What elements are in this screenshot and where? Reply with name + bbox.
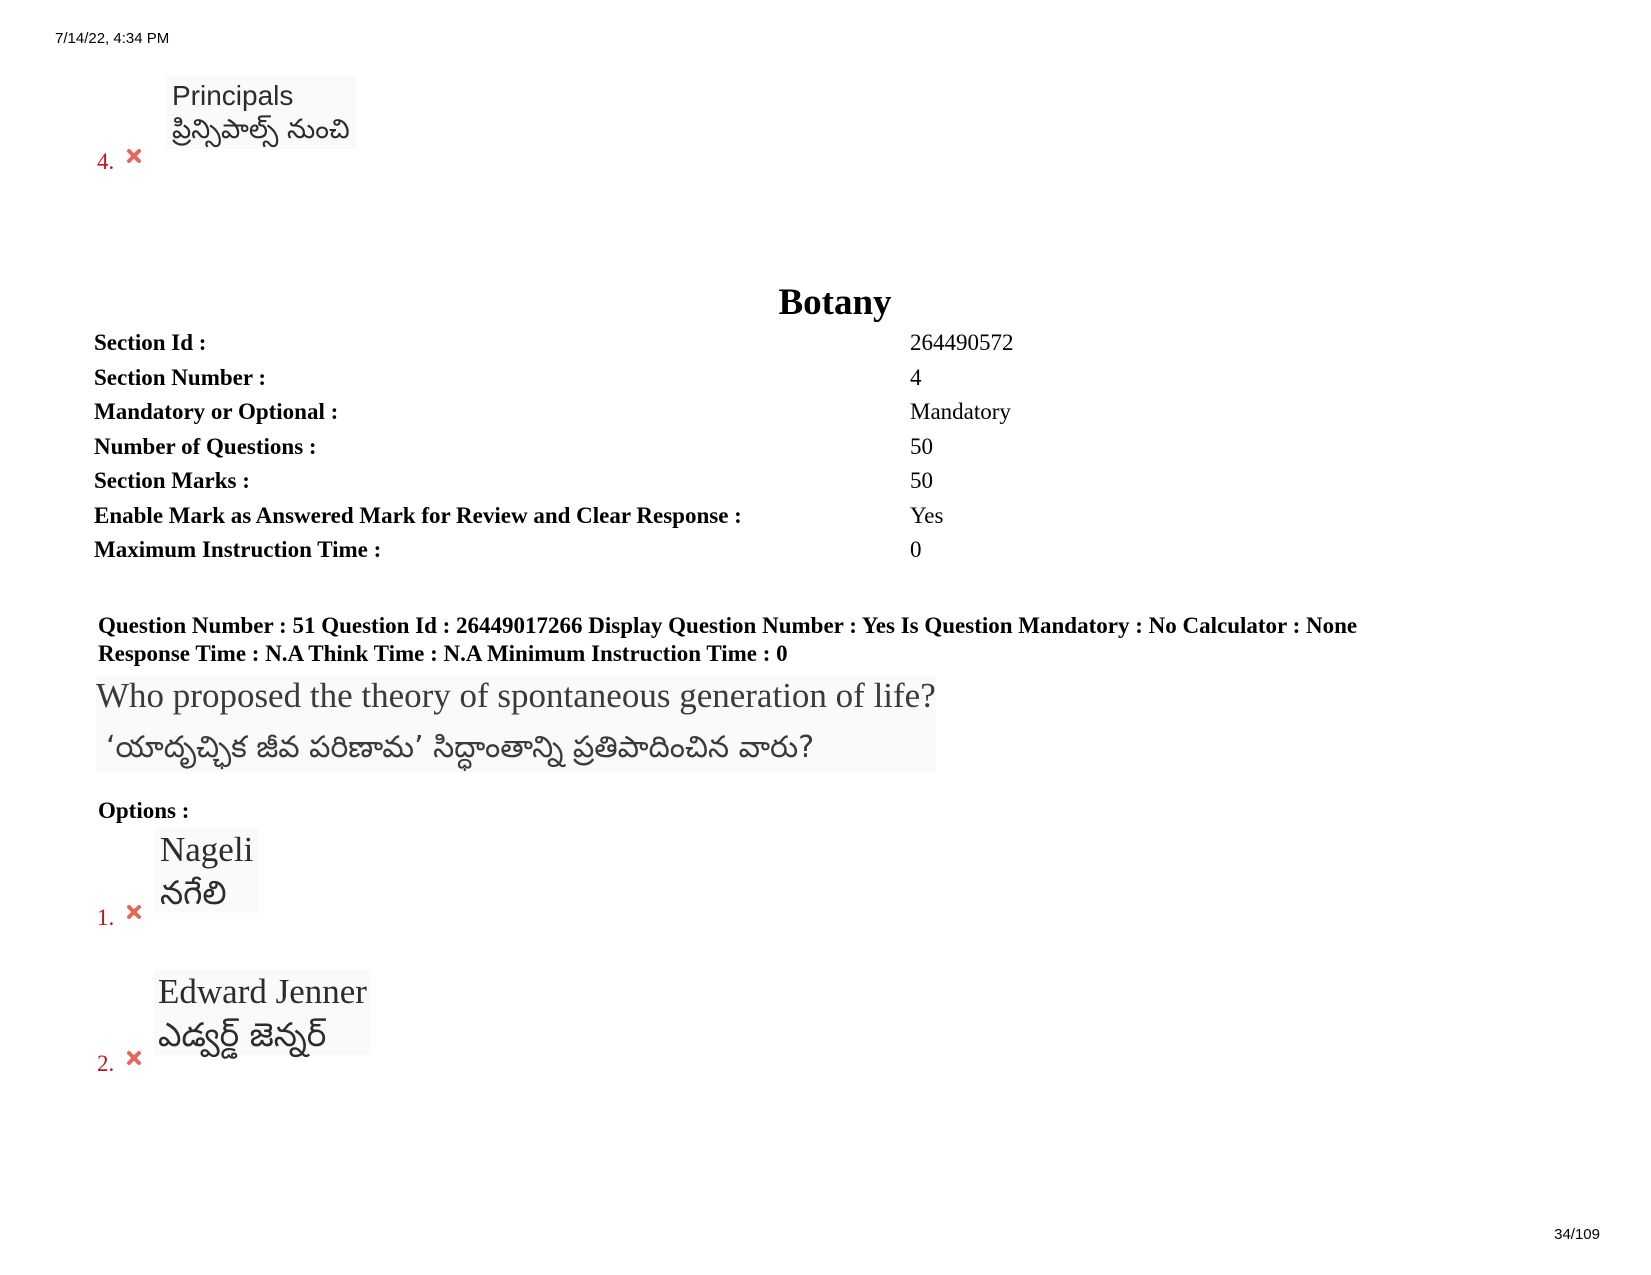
question-meta bbox=[98, 612, 1598, 668]
option-text-en: Principals bbox=[172, 80, 294, 111]
section-title: Botany bbox=[778, 282, 892, 323]
page-number: 34/109 bbox=[1554, 1226, 1600, 1243]
section-detail-value: 0 bbox=[910, 537, 922, 562]
cross-icon bbox=[126, 904, 142, 920]
section-detail-label: Section Marks : bbox=[94, 468, 250, 493]
section-detail-value: 4 bbox=[910, 364, 922, 390]
section-detail-row bbox=[94, 399, 1014, 434]
section-detail-label: Maximum Instruction Time : bbox=[94, 537, 382, 562]
print-timestamp: 7/14/22, 4:34 PM bbox=[55, 30, 170, 47]
section-detail-row bbox=[94, 537, 1014, 572]
section-detail-label: Section Number : bbox=[94, 364, 267, 390]
section-detail-value: 264490572 bbox=[910, 330, 1014, 355]
cross-icon bbox=[126, 148, 142, 164]
section-detail-label: Mandatory or Optional : bbox=[94, 399, 339, 424]
section-detail-label: Section Id : bbox=[94, 330, 207, 355]
question-meta-line: Response Time : N.A Think Time : N.A Minimum Instruction Time : 0 bbox=[98, 641, 788, 666]
question-meta-line: Question Number : 51 Question Id : 26449017266 Display Question Number : Yes Is Question Mandatory : No Calculator : None bbox=[98, 613, 1358, 638]
section-detail-row bbox=[94, 503, 1014, 538]
section-detail-value: Yes bbox=[910, 502, 944, 528]
option-image bbox=[154, 970, 371, 1055]
section-detail-label: Enable Mark as Answered Mark for Review and Clear Response : bbox=[94, 502, 742, 528]
option-text-te: నగేలి bbox=[160, 872, 227, 912]
section-detail-row bbox=[94, 365, 1014, 400]
section-detail-value: Mandatory bbox=[910, 399, 1011, 424]
question-text-en: Who proposed the theory of spontaneous generation of life? bbox=[96, 676, 936, 715]
options-label: Options : bbox=[98, 798, 190, 823]
section-detail-value: 50 bbox=[910, 433, 933, 459]
option-number: 4. bbox=[97, 149, 115, 174]
section-detail-row bbox=[94, 468, 1014, 503]
cross-icon bbox=[126, 1050, 142, 1066]
question-image bbox=[96, 676, 936, 772]
question-text-te: ‘యాదృచ్ఛిక జీవ పరిణామ’ సిద్ధాంతాన్ని ప్రతిపాదించిన వారు? bbox=[106, 730, 815, 765]
option-image bbox=[154, 828, 259, 913]
option-image bbox=[166, 76, 356, 149]
section-detail-row bbox=[94, 434, 1014, 469]
section-detail-row bbox=[94, 330, 1014, 365]
section-detail-label: Number of Questions : bbox=[94, 433, 317, 459]
option-number: 2. bbox=[97, 1051, 115, 1076]
option-number: 1. bbox=[97, 905, 115, 930]
section-details-table bbox=[94, 330, 1014, 572]
option-text-en: Nageli bbox=[160, 830, 254, 869]
option-text-en: Edward Jenner bbox=[158, 972, 367, 1011]
section-detail-value: 50 bbox=[910, 468, 933, 493]
option-text-te: ఎడ్వర్డ్ జెన్నర్ bbox=[158, 1014, 327, 1054]
option-text-te: ప్రిన్సిపాల్స్ నుంచి bbox=[172, 114, 350, 145]
